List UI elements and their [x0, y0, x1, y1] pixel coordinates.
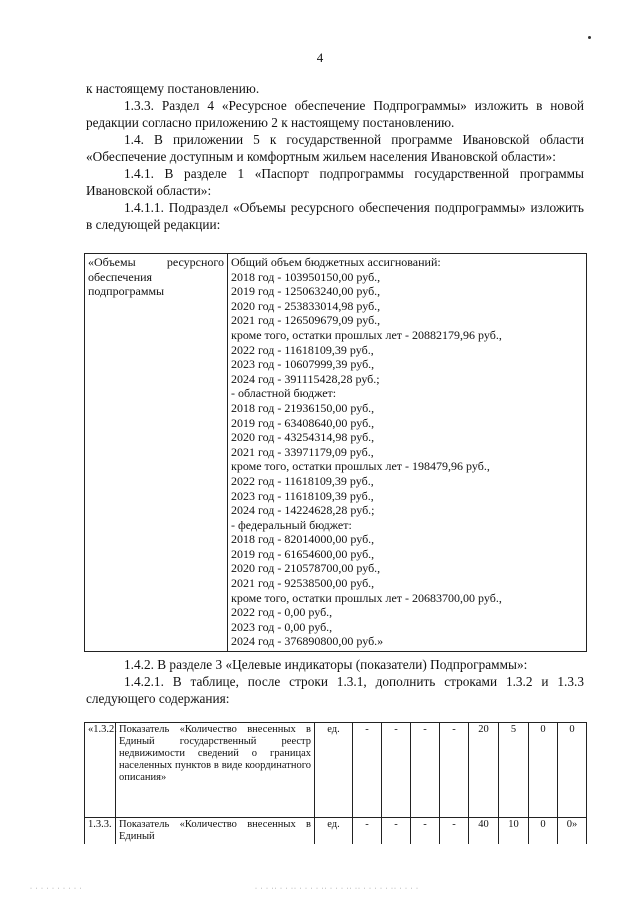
- paragraph-1-3-3: 1.3.3. Раздел 4 «Ресурсное обеспечение Подпрограммы» изложить в новой редакции согласно приложению 2 к настоящему постановлению.: [86, 98, 584, 130]
- value-cell: -: [353, 818, 382, 845]
- resource-line: 2019 год - 63408640,00 руб.,: [231, 415, 375, 430]
- resource-line: 2018 год - 82014000,00 руб.,: [231, 532, 375, 547]
- scan-speck: [588, 36, 591, 39]
- resource-table: [84, 253, 587, 652]
- value-cell: -: [440, 723, 469, 818]
- resource-line: 2024 год - 376890800,00 руб.»: [231, 634, 384, 649]
- unit-cell: ед.: [315, 818, 353, 845]
- indicator-row-1-3-2: [85, 723, 587, 818]
- value-cell: 40: [469, 818, 499, 845]
- value-cell: -: [382, 818, 411, 845]
- indicator-name: Показатель «Количество внесенных в Единый: [116, 818, 315, 845]
- value-cell: 10: [499, 818, 529, 845]
- resource-line: кроме того, остатки прошлых лет - 198479,96 руб.,: [231, 459, 490, 474]
- resource-line: 2020 год - 210578700,00 руб.,: [231, 561, 381, 576]
- row-number: 1.3.3.: [85, 818, 116, 845]
- resource-line: 2024 год - 14224628,28 руб.;: [231, 503, 375, 518]
- resource-row: [85, 254, 587, 652]
- indicator-table: [84, 722, 587, 844]
- scan-noise: · · · ·· · · ·· · · · · ·· · · · ·· ·· · · · · · ·· · · · ·: [255, 886, 419, 892]
- paragraph-1-4-2: 1.4.2. В разделе 3 «Целевые индикаторы (показатели) Подпрограммы»:: [124, 657, 528, 672]
- resource-line: 2018 год - 21936150,00 руб.,: [231, 400, 375, 415]
- paragraph-continuation: к настоящему постановлению.: [86, 81, 260, 96]
- resource-line: 2019 год - 61654600,00 руб.,: [231, 546, 375, 561]
- value-cell: -: [382, 723, 411, 818]
- row-number: «1.3.2.: [85, 723, 116, 818]
- value-cell: -: [411, 818, 440, 845]
- document-body: [86, 80, 584, 233]
- resource-line: 2020 год - 253833014,98 руб.,: [231, 298, 381, 313]
- resource-line: кроме того, остатки прошлых лет - 20882179,96 руб.,: [231, 327, 502, 342]
- paragraph-1-4-2-1: 1.4.2.1. В таблице, после строки 1.3.1, дополнить строками 1.3.2 и 1.3.3 следующего содержания:: [86, 674, 584, 706]
- resource-label-cell: [85, 254, 228, 652]
- resource-line: 2023 год - 11618109,39 руб.,: [231, 488, 374, 503]
- paragraph-1-4: 1.4. В приложении 5 к государственной программе Ивановской области «Обеспечение доступным и комфортным жильем населения Ивановской области»:: [86, 132, 584, 164]
- value-cell: 0: [529, 723, 558, 818]
- resource-line: Общий объем бюджетных ассигнований:: [231, 255, 441, 269]
- paragraph-1-4-1-1: 1.4.1.1. Подраздел «Объемы ресурсного обеспечения подпрограммы» изложить в следующей редакции:: [86, 200, 584, 232]
- paragraph-1-4-1: 1.4.1. В разделе 1 «Паспорт подпрограммы государственной программы Ивановской области»:: [86, 166, 584, 198]
- resource-line: 2022 год - 0,00 руб.,: [231, 605, 333, 620]
- resource-line: 2018 год - 103950150,00 руб.,: [231, 269, 381, 284]
- scan-noise: · · · · · · · · · ·: [30, 886, 83, 892]
- value-cell: 5: [499, 723, 529, 818]
- value-cell: -: [440, 818, 469, 845]
- resource-line: 2024 год - 391115428,28 руб.;: [231, 371, 380, 386]
- indicator-row-1-3-3: [85, 818, 587, 845]
- indicator-name: Показатель «Количество внесенных в Единый государственный реестр недвижимости сведений о границах населенных пунктов в виде координатного описания»: [116, 723, 315, 818]
- value-cell: 0: [558, 723, 587, 818]
- value-cell: -: [353, 723, 382, 818]
- resource-line: 2021 год - 92538500,00 руб.,: [231, 576, 375, 591]
- resource-line: 2023 год - 10607999,39 руб.,: [231, 357, 375, 372]
- value-cell: 0»: [558, 818, 587, 845]
- resource-line: - областной бюджет:: [231, 386, 337, 401]
- value-cell: 20: [469, 723, 499, 818]
- resource-values-cell: [228, 254, 587, 652]
- value-cell: -: [411, 723, 440, 818]
- resource-line: 2022 год - 11618109,39 руб.,: [231, 342, 374, 357]
- resource-line: - федеральный бюджет:: [231, 517, 352, 532]
- value-cell: 0: [529, 818, 558, 845]
- resource-line: 2021 год - 126509679,09 руб.,: [231, 313, 381, 328]
- resource-label: «Объемы ресурсного обеспечения подпрограммы: [88, 255, 224, 299]
- resource-line: кроме того, остатки прошлых лет - 20683700,00 руб.,: [231, 590, 502, 605]
- document-body-continued: [86, 656, 584, 707]
- resource-line: 2020 год - 43254314,98 руб.,: [231, 430, 375, 445]
- resource-line: 2021 год - 33971179,09 руб.,: [231, 444, 374, 459]
- resource-line: 2023 год - 0,00 руб.,: [231, 619, 333, 634]
- unit-cell: ед.: [315, 723, 353, 818]
- resource-line: 2019 год - 125063240,00 руб.,: [231, 284, 381, 299]
- page-number: 4: [316, 50, 324, 65]
- resource-line: 2022 год - 11618109,39 руб.,: [231, 473, 374, 488]
